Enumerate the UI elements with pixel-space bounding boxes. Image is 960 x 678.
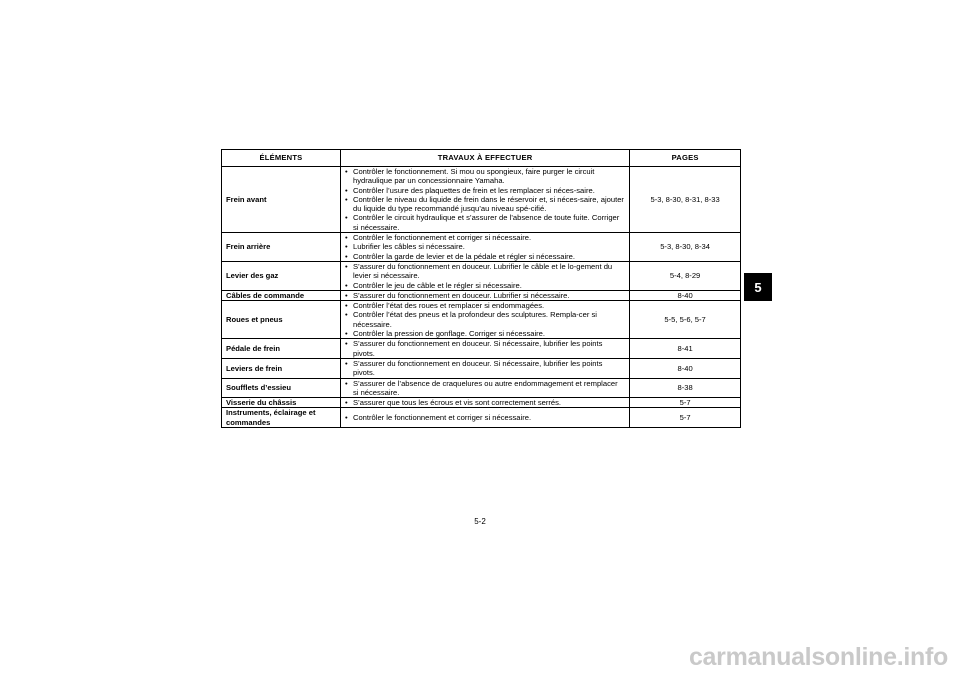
watermark-text: carmanualsonline.info <box>688 643 948 671</box>
task-list <box>345 262 625 290</box>
task-item: • Contrôler le jeu de câble et le régler si nécessaire. <box>345 281 625 290</box>
table-row <box>222 301 741 339</box>
row-pages: 5-3, 8-30, 8-31, 8-33 <box>630 167 741 233</box>
row-tasks <box>340 408 629 428</box>
task-item: • S’assurer du fonctionnement en douceur. Si nécessaire, lubrifier les points pivots. <box>345 339 625 358</box>
row-pages: 5-3, 8-30, 8-34 <box>630 233 741 262</box>
task-item: • Contrôler le niveau du liquide de frein dans le réservoir et, si néces-saire, ajouter du liquide du type recommandé jusqu’au niveau spé-cifié. <box>345 195 625 214</box>
row-pages: 8-38 <box>630 378 741 398</box>
header-elements: ÉLÉMENTS <box>222 150 341 167</box>
row-tasks <box>340 378 629 398</box>
header-tasks: TRAVAUX À EFFECTUER <box>340 150 629 167</box>
row-tasks <box>340 398 629 408</box>
row-tasks <box>340 167 629 233</box>
row-pages: 8-41 <box>630 339 741 359</box>
task-list <box>345 398 625 407</box>
task-item: • Lubrifier les câbles si nécessaire. <box>345 242 625 251</box>
table-row <box>222 358 741 378</box>
row-element: Pédale de frein <box>222 339 341 359</box>
task-list <box>345 301 625 338</box>
row-tasks <box>340 358 629 378</box>
task-item: • Contrôler le fonctionnement. Si mou ou spongieux, faire purger le circuit hydraulique par un concessionnaire Yamaha. <box>345 167 625 186</box>
chapter-tab: 5 <box>744 273 772 301</box>
task-item: • Contrôler l’état des roues et remplacer si endommagées. <box>345 301 625 310</box>
row-element: Visserie du châssis <box>222 398 341 408</box>
table-row <box>222 233 741 262</box>
page-number: 5-2 <box>474 517 486 526</box>
task-item: • Contrôler le fonctionnement et corriger si nécessaire. <box>345 233 625 242</box>
maintenance-table <box>221 149 741 428</box>
task-list <box>345 167 625 232</box>
row-tasks <box>340 339 629 359</box>
task-item: • S’assurer du fonctionnement en douceur. Lubrifier le câble et le lo-gement du levier si nécessaire. <box>345 262 625 281</box>
task-item: • S’assurer que tous les écrous et vis sont correctement serrés. <box>345 398 625 407</box>
row-element: Leviers de frein <box>222 358 341 378</box>
row-element: Câbles de commande <box>222 290 341 300</box>
task-list <box>345 359 625 378</box>
row-pages: 8-40 <box>630 358 741 378</box>
table-row <box>222 339 741 359</box>
table-row <box>222 167 741 233</box>
task-list <box>345 291 625 300</box>
task-list <box>345 339 625 358</box>
row-pages: 5-5, 5-6, 5-7 <box>630 301 741 339</box>
table-row <box>222 261 741 290</box>
task-item: • Contrôler le circuit hydraulique et s’assurer de l’absence de toute fuite. Corriger si nécessaire. <box>345 213 625 232</box>
row-tasks <box>340 301 629 339</box>
table-row <box>222 398 741 408</box>
task-item: • S’assurer de l’absence de craquelures ou autre endommagement et remplacer si nécessaire. <box>345 379 625 398</box>
task-item: • Contrôler le fonctionnement et corriger si nécessaire. <box>345 413 625 422</box>
task-item: • Contrôler l’état des pneus et la profondeur des sculptures. Rempla-cer si nécessaire. <box>345 310 625 329</box>
header-pages: PAGES <box>630 150 741 167</box>
row-element: Roues et pneus <box>222 301 341 339</box>
table-row <box>222 290 741 300</box>
task-item: • Contrôler la pression de gonflage. Corriger si nécessaire. <box>345 329 625 338</box>
task-list <box>345 233 625 261</box>
row-element: Instruments, éclairage et commandes <box>222 408 341 428</box>
row-tasks <box>340 233 629 262</box>
row-pages: 5-4, 8-29 <box>630 261 741 290</box>
task-list <box>345 379 625 398</box>
row-tasks <box>340 261 629 290</box>
table-row <box>222 408 741 428</box>
task-item: • S’assurer du fonctionnement en douceur. Si nécessaire, lubrifier les points pivots. <box>345 359 625 378</box>
task-item: • Contrôler la garde de levier et de la pédale et régler si nécessaire. <box>345 252 625 261</box>
row-element: Frein arrière <box>222 233 341 262</box>
task-item: • Contrôler l’usure des plaquettes de frein et les remplacer si néces-saire. <box>345 186 625 195</box>
row-tasks <box>340 290 629 300</box>
table-row <box>222 378 741 398</box>
task-list <box>345 413 625 422</box>
row-element: Frein avant <box>222 167 341 233</box>
row-element: Soufflets d’essieu <box>222 378 341 398</box>
row-pages: 5-7 <box>630 408 741 428</box>
task-item: • S’assurer du fonctionnement en douceur. Lubrifier si nécessaire. <box>345 291 625 300</box>
row-pages: 5-7 <box>630 398 741 408</box>
table-header-row <box>222 150 741 167</box>
row-element: Levier des gaz <box>222 261 341 290</box>
row-pages: 8-40 <box>630 290 741 300</box>
